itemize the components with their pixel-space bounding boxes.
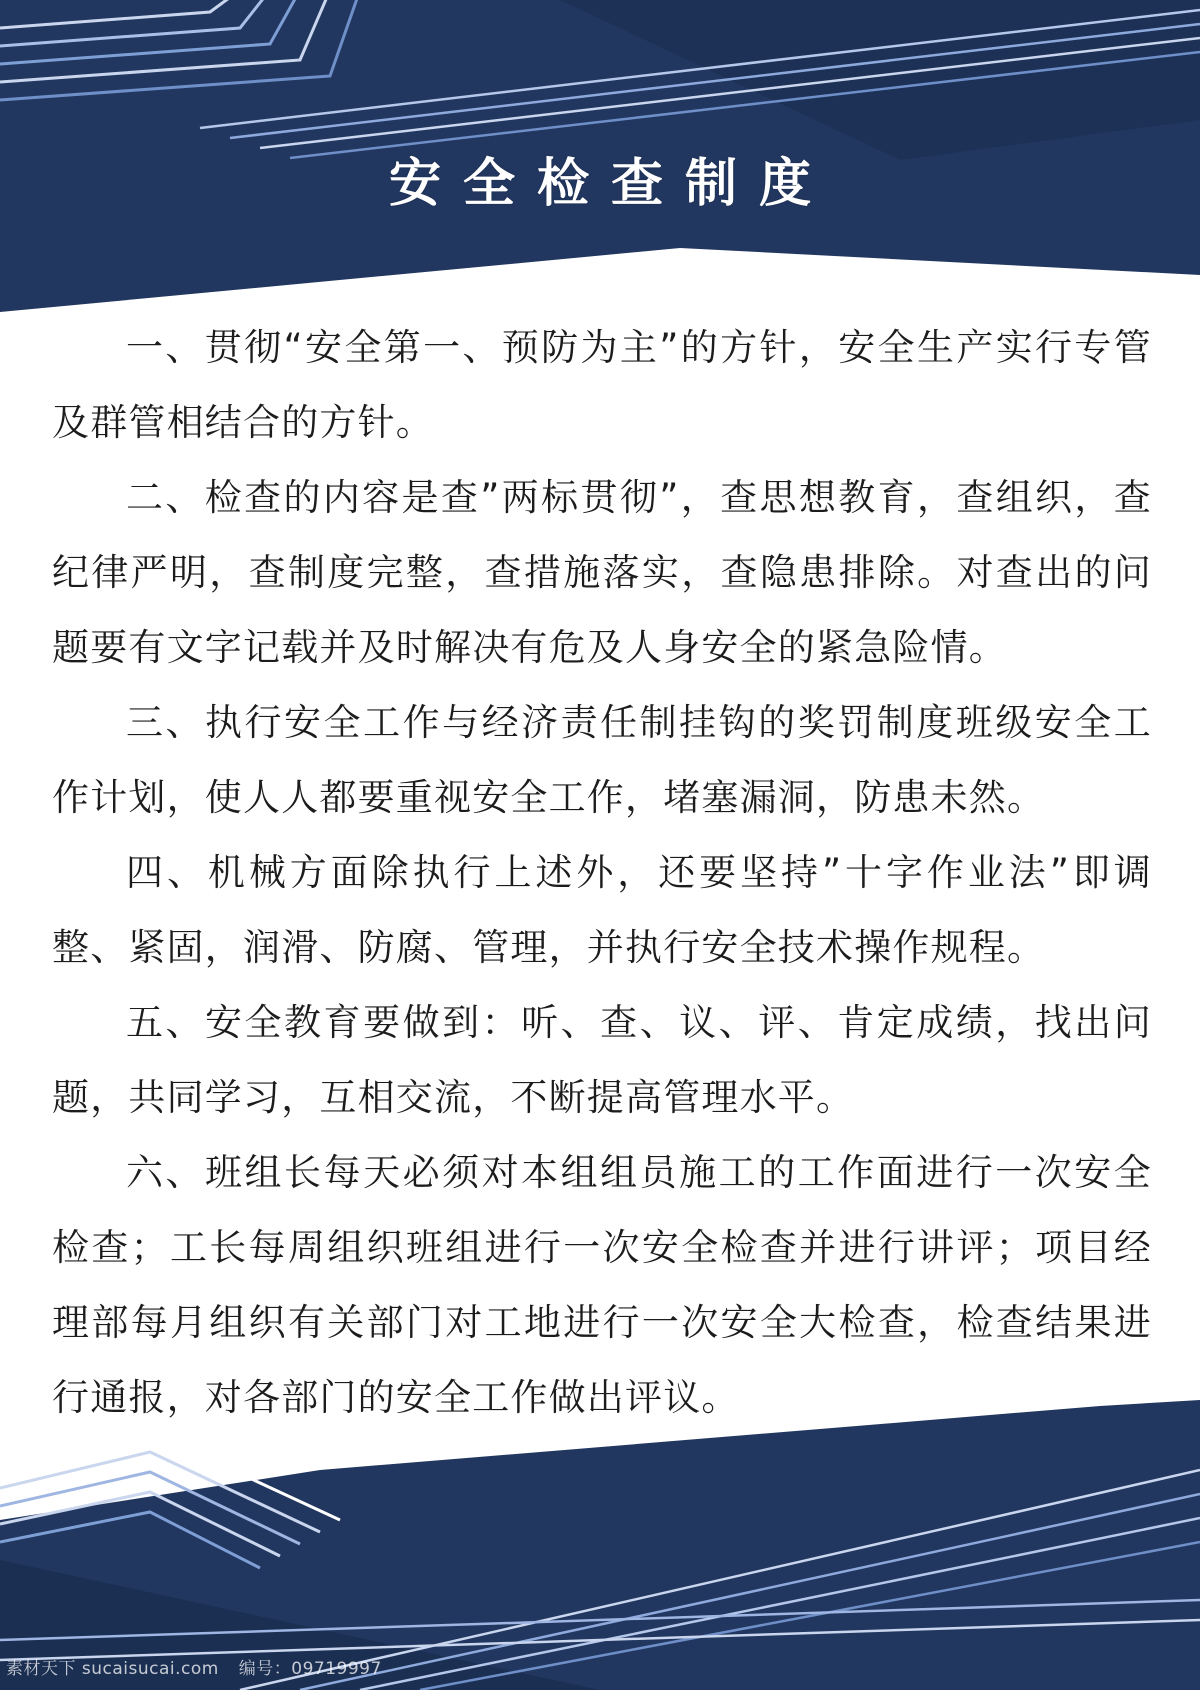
regulation-item-2: 二、检查的内容是查”两标贯彻”，查思想教育，查组织，查纪律严明，查制度完整，查措施落实，查隐患排除。对查出的问题要有文字记载并及时解决有危及人身安全的紧急险情。 xyxy=(52,476,1152,669)
watermark xyxy=(6,1658,396,1680)
regulation-item-4: 四、机械方面除执行上述外，还要坚持”十字作业法”即调整、紧固，润滑、防腐、管理，并执行安全技术操作规程。 xyxy=(52,851,1152,969)
watermark-site: 素材天下 sucaisucai.com xyxy=(6,1659,219,1679)
regulation-body xyxy=(52,310,1152,1435)
page-title: 安全检查制度 xyxy=(388,154,833,214)
regulation-item-6: 六、班组长每天必须对本组组员施工的工作面进行一次安全检查；工长每周组织班组进行一次安全检查并进行讲评；项目经理部每月组织有关部门对工地进行一次安全大检查，检查结果进行通报，对各部门的安全工作做出评议。 xyxy=(52,1151,1152,1419)
regulation-item-3: 三、执行安全工作与经济责任制挂钩的奖罚制度班级安全工作计划，使人人都要重视安全工作，堵塞漏洞，防患未然。 xyxy=(52,701,1152,819)
regulation-item-5: 五、安全教育要做到：听、查、议、评、肯定成绩，找出问题，共同学习，互相交流，不断提高管理水平。 xyxy=(52,1001,1152,1119)
regulation-item-1: 一、贯彻“安全第一、预防为主”的方针，安全生产实行专管及群管相结合的方针。 xyxy=(52,326,1152,444)
watermark-id: 编号：09719997 xyxy=(238,1659,382,1679)
